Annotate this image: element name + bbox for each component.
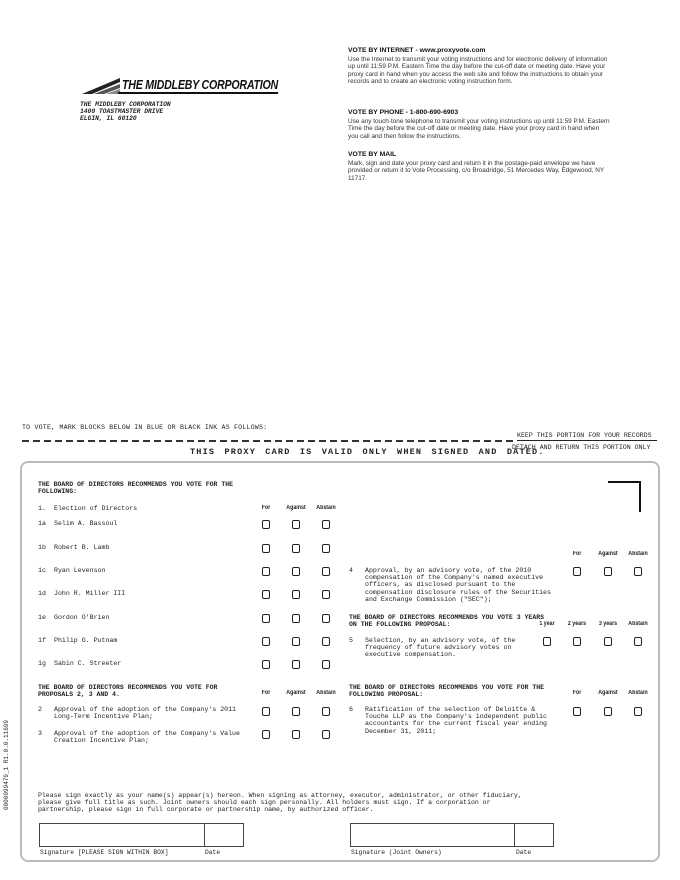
item-1-number: 1. bbox=[38, 505, 46, 512]
proposal-2-against-checkbox[interactable] bbox=[292, 707, 300, 716]
sign-instruction: Please sign exactly as your name(s) appear(s) hereon. When signing as attorney, executor, administrator, or other fiduciary, please give full title as such. Joint owners should each sign personally. All holders must sign. If a corporation or partnership, please sign in full corporate or partnership name, by authorized officer. bbox=[38, 792, 522, 814]
nominee-1c-name: Ryan Levenson bbox=[54, 567, 106, 574]
nominee-1b-against-checkbox[interactable] bbox=[292, 544, 300, 553]
col-abstain-2: Abstain bbox=[316, 690, 336, 696]
nominee-1e-against-checkbox[interactable] bbox=[292, 614, 300, 623]
nominee-1c-against-checkbox[interactable] bbox=[292, 567, 300, 576]
vote-by-mail: VOTE BY MAIL Mark, sign and date your proxy card and return it in the postage-paid envelope we have provided or return it to Vote Processing, c/o Broadridge, 51 Mercedes Way, Edgewood, NY 11717. bbox=[348, 151, 604, 182]
nominee-1f-name: Philip G. Putnam bbox=[54, 637, 118, 644]
company-name: THE MIDDLEBY CORPORATION bbox=[122, 77, 278, 92]
proposal-5-num: 5 bbox=[349, 637, 353, 644]
recommendation-2: THE BOARD OF DIRECTORS RECOMMENDS YOU VOTE FOR PROPOSALS 2, 3 AND 4. bbox=[38, 684, 218, 699]
nominee-1e-for-checkbox[interactable] bbox=[262, 614, 270, 623]
mark-instruction: TO VOTE, MARK BLOCKS BELOW IN BLUE OR BLACK INK AS FOLLOWS: bbox=[22, 424, 268, 431]
nominee-1d-name: John R. Miller III bbox=[54, 590, 126, 597]
proposal-3-num: 3 bbox=[38, 730, 42, 737]
recommendation-3: THE BOARD OF DIRECTORS RECOMMENDS YOU VOTE 3 YEARS ON THE FOLLOWING PROPOSAL: bbox=[349, 614, 545, 629]
nominee-1a-num: 1a bbox=[38, 520, 46, 527]
col-1-year: 1 year bbox=[539, 621, 555, 627]
nominee-1d-for-checkbox[interactable] bbox=[262, 590, 270, 599]
nominee-1b-for-checkbox[interactable] bbox=[262, 544, 270, 553]
col-2-years: 2 years bbox=[567, 621, 587, 627]
keep-portion-label: KEEP THIS PORTION FOR YOUR RECORDS bbox=[517, 432, 652, 439]
proposal-6-abstain-checkbox[interactable] bbox=[634, 707, 642, 716]
nominee-1f-against-checkbox[interactable] bbox=[292, 637, 300, 646]
item-1-label: Election of Directors bbox=[54, 505, 138, 512]
vote-by-internet: VOTE BY INTERNET - www.proxyvote.com Use the Internet to transmit your voting instructions and for electronic delivery of information up until 11:59 P.M. Eastern Time the day before the cut-off date or meeting date. Have your proxy card in hand when you access the web site and follow the instructions to obtain your records and to create an electronic voting instruction form. bbox=[348, 47, 608, 86]
nominee-1f-for-checkbox[interactable] bbox=[262, 637, 270, 646]
col-for-2: For bbox=[261, 690, 271, 696]
nominee-1g-num: 1g bbox=[38, 660, 46, 667]
nominee-1d-abstain-checkbox[interactable] bbox=[322, 590, 330, 599]
vote-by-phone: VOTE BY PHONE - 1-800-690-6903 Use any touch-tone telephone to transmit your voting instructions up until 11:59 P.M. Eastern Time the day before the cut-off date or meeting date. Have your proxy card in hand when you call and then follow the instructions. bbox=[348, 109, 610, 140]
proposal-3-text: Approval of the adoption of the Company's Value Creation Incentive Plan; bbox=[54, 730, 240, 745]
col-against-4: Against bbox=[598, 551, 618, 557]
col-against-2: Against bbox=[286, 690, 306, 696]
col-abstain: Abstain bbox=[316, 505, 336, 511]
proposal-3-for-checkbox[interactable] bbox=[262, 730, 270, 739]
proposal-3-abstain-checkbox[interactable] bbox=[322, 730, 330, 739]
nominee-1b-num: 1b bbox=[38, 544, 46, 551]
nominee-1f-num: 1f bbox=[38, 637, 46, 644]
corner-mark bbox=[608, 481, 641, 512]
joint-date-label: Date bbox=[516, 849, 532, 856]
col-against: Against bbox=[286, 505, 306, 511]
nominee-1d-num: 1d bbox=[38, 590, 46, 597]
col-against-6: Against bbox=[598, 690, 618, 696]
nominee-1d-against-checkbox[interactable] bbox=[292, 590, 300, 599]
nominee-1a-against-checkbox[interactable] bbox=[292, 520, 300, 529]
nominee-1b-abstain-checkbox[interactable] bbox=[322, 544, 330, 553]
valid-notice: THIS PROXY CARD IS VALID ONLY WHEN SIGNED AND DATED. bbox=[190, 447, 545, 457]
company-logo bbox=[82, 76, 282, 96]
proposal-5-3years-checkbox[interactable] bbox=[604, 637, 612, 646]
joint-signature-box[interactable] bbox=[350, 823, 515, 847]
nominee-1b-name: Robert B. Lamb bbox=[54, 544, 110, 551]
nominee-1f-abstain-checkbox[interactable] bbox=[322, 637, 330, 646]
proposal-5-1year-checkbox[interactable] bbox=[543, 637, 551, 646]
logo-underline bbox=[118, 92, 278, 94]
proposal-4-against-checkbox[interactable] bbox=[604, 567, 612, 576]
nominee-1a-name: Selim A. Bassoul bbox=[54, 520, 118, 527]
nominee-1g-name: Sabin C. Streeter bbox=[54, 660, 122, 667]
proposal-2-num: 2 bbox=[38, 706, 42, 713]
nominee-1e-abstain-checkbox[interactable] bbox=[322, 614, 330, 623]
col-for: For bbox=[261, 505, 271, 511]
col-abstain-5: Abstain bbox=[628, 621, 648, 627]
signature-box[interactable] bbox=[39, 823, 205, 847]
proposal-6-text: Ratification of the selection of Deloitte & Touche LLP as the Company's independent public accountants for the current fiscal year ending December 31, 2011; bbox=[365, 706, 548, 735]
proposal-4-for-checkbox[interactable] bbox=[573, 567, 581, 576]
detach-portion-label: DETACH AND RETURN THIS PORTION ONLY bbox=[512, 444, 651, 451]
joint-date-box[interactable] bbox=[514, 823, 554, 847]
nominee-1g-for-checkbox[interactable] bbox=[262, 660, 270, 669]
nominee-1c-abstain-checkbox[interactable] bbox=[322, 567, 330, 576]
signature-label: Signature [PLEASE SIGN WITHIN BOX] bbox=[40, 849, 169, 856]
side-code: 0000099479_1 R1.0.0.11699 bbox=[3, 720, 10, 811]
joint-signature-label: Signature (Joint Owners) bbox=[351, 849, 442, 856]
proposal-4-num: 4 bbox=[349, 567, 353, 574]
keep-underline bbox=[517, 440, 657, 441]
proposal-4-text: Approval, by an advisory vote, of the 2010 compensation of the Company's named executive officers, as disclosed pursuant to the compensation disclosure rules of the Securities and Exchange Commission ("SEC"); bbox=[365, 567, 551, 603]
proposal-4-abstain-checkbox[interactable] bbox=[634, 567, 642, 576]
company-address: THE MIDDLEBY CORPORATION 1400 TOASTMASTER DRIVE ELGIN, IL 60120 bbox=[80, 101, 171, 122]
detach-line bbox=[22, 440, 516, 442]
col-for-6: For bbox=[572, 690, 582, 696]
col-abstain-6: Abstain bbox=[628, 690, 648, 696]
recommendation-1: THE BOARD OF DIRECTORS RECOMMENDS YOU VOTE FOR THE FOLLOWING: bbox=[38, 481, 234, 496]
nominee-1e-name: Gordon O'Brien bbox=[54, 614, 110, 621]
nominee-1e-num: 1e bbox=[38, 614, 46, 621]
proposal-3-against-checkbox[interactable] bbox=[292, 730, 300, 739]
proposal-5-abstain-checkbox[interactable] bbox=[634, 637, 642, 646]
proposal-2-abstain-checkbox[interactable] bbox=[322, 707, 330, 716]
date-box[interactable] bbox=[204, 823, 244, 847]
col-for-4: For bbox=[572, 551, 582, 557]
col-3-years: 3 years bbox=[598, 621, 618, 627]
proposal-2-text: Approval of the adoption of the Company's 2011 Long-Term Incentive Plan; bbox=[54, 706, 237, 721]
recommendation-4: THE BOARD OF DIRECTORS RECOMMENDS YOU VOTE FOR THE FOLLOWING PROPOSAL: bbox=[349, 684, 545, 699]
nominee-1c-for-checkbox[interactable] bbox=[262, 567, 270, 576]
proposal-5-2years-checkbox[interactable] bbox=[573, 637, 581, 646]
col-abstain-4: Abstain bbox=[628, 551, 648, 557]
nominee-1a-abstain-checkbox[interactable] bbox=[322, 520, 330, 529]
nominee-1g-against-checkbox[interactable] bbox=[292, 660, 300, 669]
date-label: Date bbox=[205, 849, 221, 856]
proposal-6-for-checkbox[interactable] bbox=[573, 707, 581, 716]
proposal-5-text: Selection, by an advisory vote, of the frequency of future advisory votes on executive compensation. bbox=[365, 637, 516, 659]
nominee-1g-abstain-checkbox[interactable] bbox=[322, 660, 330, 669]
proposal-6-num: 6 bbox=[349, 706, 353, 713]
nominee-1a-for-checkbox[interactable] bbox=[262, 520, 270, 529]
nominee-1c-num: 1c bbox=[38, 567, 46, 574]
proposal-2-for-checkbox[interactable] bbox=[262, 707, 270, 716]
proposal-6-against-checkbox[interactable] bbox=[604, 707, 612, 716]
